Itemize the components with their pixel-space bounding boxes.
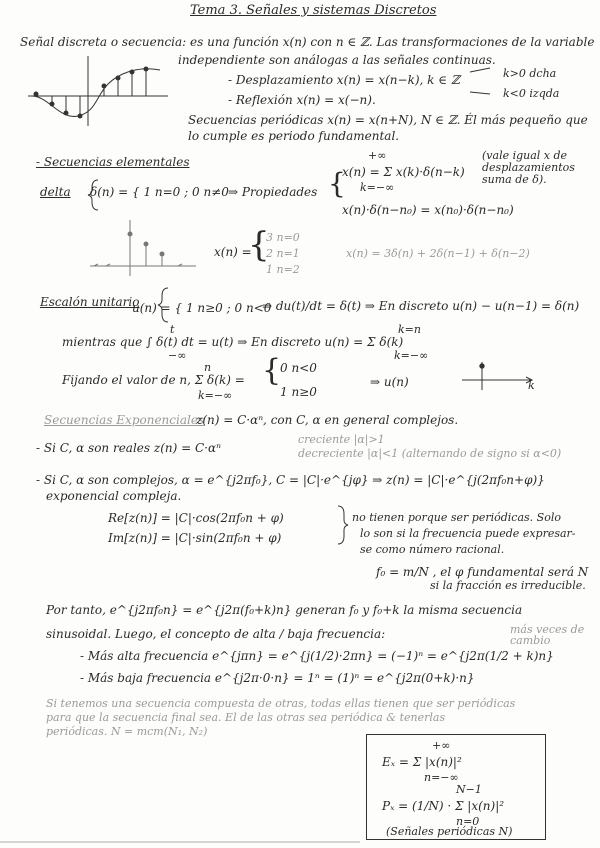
lowest-frequency: - Más baja frecuencia e^{j2π·0·n} = 1ⁿ = (1)ⁿ = e^{j2π(0+k)·n} <box>80 671 475 685</box>
fix-sum-top: n <box>204 361 212 374</box>
periodic-line-1: Secuencias periódicas x(n) = x(n+N), N ∈ ℤ. Él más pequeño que <box>188 113 588 127</box>
step-sequence-sketch <box>462 362 532 390</box>
composite-note-1: Si tenemos una secuencia compuesta de otras, todas ellas tienen que ser periódicas <box>46 697 516 710</box>
elementary-heading: - Secuencias elementales <box>36 155 190 169</box>
step-continuous: ⇒ du(t)/dt = δ(t) ⇒ En discreto u(n) − u(n−1) = δ(n) <box>262 299 580 313</box>
example-brace: { <box>248 225 270 265</box>
energy-formula: Eₓ = Σ |x(n)|² <box>382 755 462 769</box>
periodic-signals-note: (Señales periódicas N) <box>386 825 513 838</box>
example-case-1: 3 n=0 <box>266 231 300 244</box>
high-frequency-note: más veces de cambio <box>510 623 585 647</box>
highest-frequency: - Más alta frecuencia e^{jπn} = e^{j(1/2)·2πn} = (−1)ⁿ = e^{j2π(1/2 + k)n} <box>80 649 554 663</box>
integral-bottom: −∞ <box>168 349 187 362</box>
composite-note-2: para que la secuencia final sea. El de las otras sea periódica & tenerlas <box>46 711 446 724</box>
cases-brace: { <box>262 353 282 388</box>
real-note-1: creciente |α|>1 <box>298 433 385 446</box>
intro-line-2: independiente son análogas a las señales continuas. <box>178 53 496 67</box>
step-result: ⇒ u(n) <box>370 375 409 389</box>
sine-sequence-sketch <box>28 56 490 126</box>
prop1-sum-bottom: k=−∞ <box>360 181 395 194</box>
shift-note-right: k>0 dcha <box>503 67 557 80</box>
imag-part: Im[z(n)] = |C|·sin(2πf₀n + φ) <box>108 531 282 545</box>
step-sum-top: k=n <box>398 323 421 336</box>
exponential-heading: Secuencias Exponenciales <box>44 413 205 427</box>
delta-label: delta <box>40 185 71 199</box>
step-definition: u(n) = { 1 n≥0 ; 0 n<0 <box>132 301 272 315</box>
case-nonneg: 1 n≥0 <box>280 385 317 399</box>
page-title: Tema 3. Señales y sistemas Discretos <box>190 3 437 18</box>
example-case-3: 1 n=2 <box>266 263 300 276</box>
delta-definition: δ(n) = { 1 n=0 ; 0 n≠0 <box>90 185 229 199</box>
complex-case: - Si C, α son complejos, α = e^{j2πf₀}, C = |C|·e^{jφ} ⇒ z(n) = |C|·e^{j(2πf₀n+φ)} <box>36 473 545 487</box>
step-axis-label: k <box>528 379 535 392</box>
real-part: Re[z(n)] = |C|·cos(2πf₀n + φ) <box>108 511 284 525</box>
real-note-2: decreciente |α|<1 (alternando de signo si α<0) <box>298 447 562 460</box>
irreducible-note: si la fracción es irreducible. <box>430 579 586 592</box>
prop1-sum-top: +∞ <box>368 149 387 162</box>
fixing-n: Fijando el valor de n, Σ δ(k) = <box>62 373 245 387</box>
properties-brace: { <box>328 167 346 200</box>
power-formula: Pₓ = (1/N) · Σ |x(n)|² <box>382 799 505 813</box>
real-case: - Si C, α son reales z(n) = C·αⁿ <box>36 441 221 455</box>
rational-frequency: f₀ = m/N , el φ fundamental será N <box>376 565 589 579</box>
energy-sum-top: +∞ <box>432 739 451 752</box>
intro-line-1: Señal discreta o secuencia: es una función x(n) con n ∈ ℤ. Las transformaciones de la variable <box>20 35 595 49</box>
prop1-note-2: desplazamientos <box>482 161 575 174</box>
prop1-note-1: (vale igual x de <box>482 149 568 162</box>
reflection-definition: - Reflexión x(n) = x(−n). <box>228 93 376 107</box>
complex-case-2: exponencial compleja. <box>46 489 182 503</box>
step-integral: mientras que ∫ δ(t) dt = u(t) ⇒ En discreto u(n) = Σ δ(k) <box>62 335 404 349</box>
composite-note-3: periódicas. N = mcm(N₁, N₂) <box>46 725 208 738</box>
example-eq: x(n) = <box>214 245 252 259</box>
prop1-note-3: suma de δ). <box>482 173 547 186</box>
properties-label: ⇒ Propiedades <box>228 185 318 199</box>
alias-line-1: Por tanto, e^{j2πf₀n} = e^{j2π(f₀+k)n} generan f₀ y f₀+k la misma secuencia <box>46 603 523 617</box>
step-label: Escalón unitario <box>40 295 140 309</box>
case-negative: 0 n<0 <box>280 361 317 375</box>
exponential-definition: z(n) = C·αⁿ, con C, α en general complejos. <box>196 413 459 427</box>
periodic-note-2: lo son si la frecuencia puede expresar- <box>360 527 576 540</box>
example-sequence-sketch <box>90 220 196 276</box>
periodic-note-1: no tienen porque ser periódicas. Solo <box>352 511 561 524</box>
energy-sum-bottom: n=−∞ <box>424 771 459 784</box>
power-sum-top: N−1 <box>456 783 482 796</box>
power-sum-bottom: n=0 <box>456 815 480 828</box>
shift-definition: - Desplazamiento x(n) = x(n−k), k ∈ ℤ <box>228 73 460 87</box>
step-sum-bottom: k=−∞ <box>394 349 429 362</box>
sifting-property: x(n) = Σ x(k)·δ(n−k) <box>342 165 465 179</box>
example-as-deltas: x(n) = 3δ(n) + 2δ(n−1) + δ(n−2) <box>346 247 530 260</box>
alias-line-2: sinusoidal. Luego, el concepto de alta / baja frecuencia: <box>46 627 386 641</box>
periodic-line-2: lo cumple es periodo fundamental. <box>188 129 400 143</box>
fix-sum-bottom: k=−∞ <box>198 389 233 402</box>
periodic-note-3: se como número racional. <box>360 543 505 556</box>
integral-top: t <box>170 323 175 336</box>
shift-note-left: k<0 izqda <box>503 87 560 100</box>
example-case-2: 2 n=1 <box>266 247 300 260</box>
sampling-property: x(n)·δ(n−n₀) = x(n₀)·δ(n−n₀) <box>342 203 514 217</box>
